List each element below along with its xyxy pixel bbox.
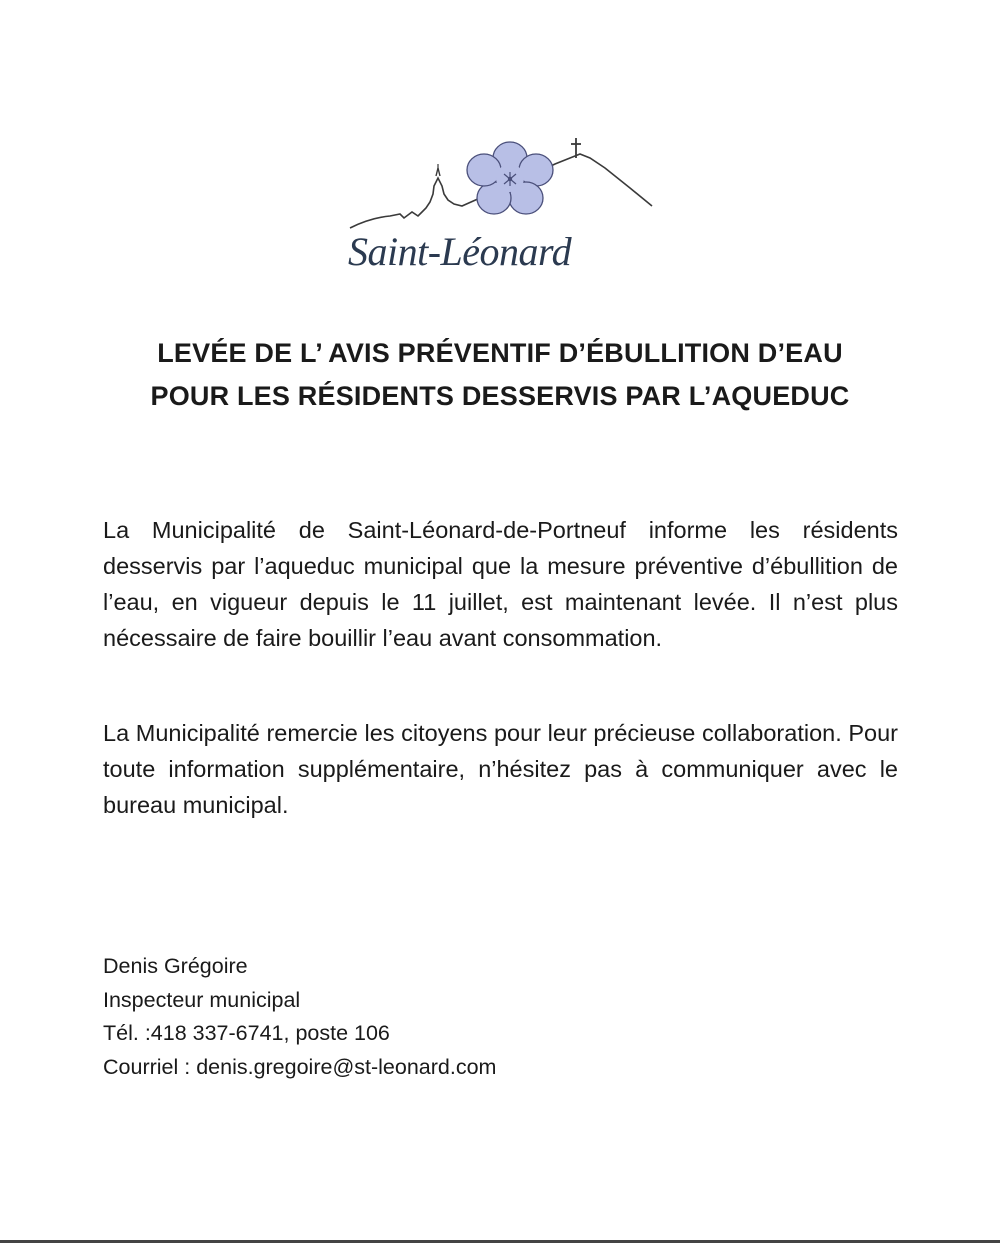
- page-title: [60, 332, 940, 418]
- logo-wordmark: Saint-Léonard: [348, 229, 572, 274]
- municipality-logo: [330, 128, 670, 288]
- signature-role: Inspecteur municipal: [103, 987, 301, 1012]
- title-line-2: POUR LES RÉSIDENTS DESSERVIS PAR L’AQUEDUC: [150, 381, 850, 411]
- signature-email: Courriel : denis.gregoire@st-leonard.com: [103, 1054, 497, 1079]
- body-paragraph-2: La Municipalité remercie les citoyens pour leur précieuse collaboration. Pour toute information supplémentaire, n’hésitez pas à communiquer avec le bureau municipal.: [103, 720, 898, 818]
- bottom-divider: [0, 1240, 1000, 1243]
- signature-block: [103, 950, 496, 1084]
- body-paragraph-1: La Municipalité de Saint-Léonard-de-Portneuf informe les résidents desservis par l’aqueduc municipal que la mesure préventive d’ébullition de l’eau, en vigueur depuis le 11 juillet, est maintenant levée. Il n’est plus nécessaire de faire bouillir l’eau avant consommation.: [103, 517, 898, 651]
- signature-name: Denis Grégoire: [103, 954, 248, 978]
- title-line-1: LEVÉE DE L’ AVIS PRÉVENTIF D’ÉBULLITION D’EAU: [157, 338, 843, 368]
- signature-phone: Tél. :418 337-6741, poste 106: [103, 1021, 390, 1045]
